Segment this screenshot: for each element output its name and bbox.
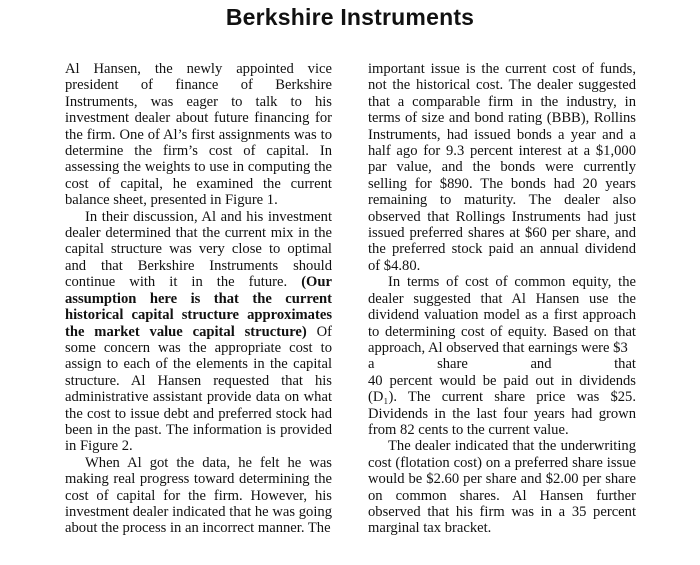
paragraph: Al Hansen, the newly appointed vice president of finance of Berkshire Instruments, was eager to talk to his investment dealer about future financing for the firm. One of Al’s first assignments was to determine the firm’s cost of capital. In assessing the weights to use in computing the cost of capital, he examined the current balance sheet, presented in Figure 1. — [65, 61, 332, 209]
page-title: Berkshire Instruments — [225, 4, 475, 30]
spaced-line — [368, 356, 636, 372]
word: and — [530, 356, 552, 373]
paragraph: When Al got the data, he felt he was making real progress toward determining the cost of capital for the firm. However, his investment dealer indicated that he was going about the process in an incorrect manner. The — [65, 454, 332, 537]
paragraph: The dealer indicated that the underwriting cost (flotation cost) on a preferred share issue would be $2.60 per share and $2.00 per share on common shares. Al Hansen further observed that his firm was in a 35 percent marginal tax bracket. — [368, 438, 636, 537]
left-column — [65, 61, 332, 537]
bold-assumption: (Our assumption here is that the current historical capital structure approximates the market value capital structure) — [65, 274, 332, 340]
paragraph: 40 percent would be paid out in dividends (D₁). The current share price was $25. Dividends in the last four years had grown from 82 cents to the current value. — [368, 372, 636, 438]
paragraph: important issue is the current cost of funds, not the historical cost. The dealer suggested that a comparable firm in the industry, in terms of size and bond rating (BBB), Rollins Instruments, had issued bonds a year and a half ago for 9.3 percent interest at a $1,000 par value, and the bonds were currently selling for $890. The bonds had 20 years remaining to maturity. The dealer also observed that Rollings Instruments had just issued preferred shares at $60 per share, and the preferred stock paid an annual dividend of $4.80. — [368, 61, 636, 274]
paragraph-text: Of some concern was the appropriate cost to assign to each of the elements in the capital structure. Al Hansen requested that his administrative assistant provide data on what the cost to issue debt and preferred stock had been in the past. The information is provided in Figure 2. — [65, 323, 332, 455]
paragraph-text: In their discussion, Al and his investment dealer determined that the current mix in the capital structure was very close to optimal and that Berkshire Instruments should continue with it in the future. — [65, 208, 332, 291]
word: a — [368, 356, 375, 373]
word: that — [614, 356, 636, 373]
paragraph — [65, 209, 332, 455]
paragraph: In terms of cost of common equity, the dealer suggested that Al Hansen use the dividend valuation model as a first approach to determining cost of equity. Based on that approach, Al observed that earnings were $3 — [368, 274, 636, 356]
right-column — [368, 61, 636, 537]
word: share — [437, 356, 468, 373]
